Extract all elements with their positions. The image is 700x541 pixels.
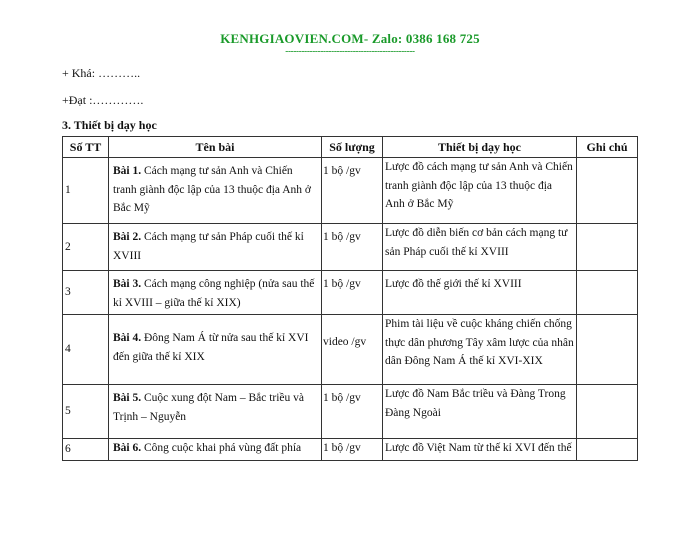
section-title: 3. Thiết bị dạy học — [62, 118, 157, 132]
lesson-title — [109, 271, 322, 315]
note — [577, 315, 638, 385]
site-header — [0, 31, 700, 47]
note — [577, 439, 638, 461]
table-row — [63, 315, 638, 385]
quantity: 1 bộ /gv — [322, 385, 383, 439]
row-number: 3 — [63, 271, 109, 315]
lesson-title — [109, 385, 322, 439]
header-underline — [0, 47, 700, 56]
col-header-equipment: Thiết bị dạy học — [383, 137, 577, 158]
lesson-label: Bài 2. — [113, 231, 142, 243]
site-header-text: KENHGIAOVIEN.COM- Zalo: 0386 168 725 — [220, 31, 480, 46]
equipment-table — [62, 136, 638, 461]
equipment-text: Lược đồ thế giới thế kỉ XVIII — [385, 278, 522, 290]
lesson-name: Đông Nam Á từ nửa sau thế kỉ XVI đến giữa thế kỉ XIX — [113, 332, 309, 363]
lesson-label: Bài 5. — [113, 392, 142, 404]
lesson-name: Cách mạng tư sản Pháp cuối thế kỉ XVIII — [113, 231, 304, 262]
lesson-name: Cách mạng tư sản Anh và Chiến tranh giành độc lập của 13 thuộc địa Anh ở Bắc Mỹ — [113, 165, 312, 214]
grade-dat: +Đạt :…………. — [62, 93, 144, 107]
lesson-title — [109, 158, 322, 224]
col-header-note: Ghi chú — [577, 137, 638, 158]
row-number: 4 — [63, 315, 109, 385]
lesson-title — [109, 439, 322, 461]
quantity — [322, 439, 383, 461]
row-number: 2 — [63, 224, 109, 271]
lesson-title — [109, 224, 322, 271]
quantity: 1 bộ /gv — [322, 271, 383, 315]
table-header-row — [63, 137, 638, 158]
lesson-label: Bài 1. — [113, 165, 142, 177]
equipment: Lược đồ cách mạng tư sản Anh và Chiến tranh giành độc lập của 13 thuộc địa Anh ở Bắc Mỹ — [383, 158, 577, 224]
quantity-text: video /gv — [323, 336, 367, 348]
lesson-label: Bài 3. — [113, 278, 142, 290]
equipment: Lược đồ diễn biến cơ bản cách mạng tư sản Pháp cuối thế kỉ XVIII — [383, 224, 577, 271]
equipment: Lược đồ Việt Nam từ thế kỉ XVI đến thế — [383, 439, 577, 461]
note — [577, 158, 638, 224]
quantity-text: 1 bộ /gv — [323, 442, 361, 454]
lesson-name: Cuộc xung đột Nam – Bắc triều và Trịnh – Nguyễn — [113, 392, 305, 423]
col-header-lesson: Tên bài — [109, 137, 322, 158]
header-underline-text: ------------------------------------------------ — [285, 47, 415, 56]
lesson-label: Bài 6. — [113, 442, 142, 454]
lesson-name: Cách mạng công nghiệp (nửa sau thế kỉ XVIII – giữa thế kỉ XIX) — [113, 278, 315, 309]
note — [577, 271, 638, 315]
row-number: 5 — [63, 385, 109, 439]
quantity: 1 bộ /gv — [322, 158, 383, 224]
grade-kha: + Khá: ……….. — [62, 66, 141, 80]
lesson-title — [109, 315, 322, 385]
table-row — [63, 271, 638, 315]
note — [577, 224, 638, 271]
col-header-no: Số TT — [63, 137, 109, 158]
equipment — [383, 271, 577, 315]
table-row — [63, 385, 638, 439]
row-number: 6 — [63, 439, 109, 461]
quantity: 1 bộ /gv — [322, 224, 383, 271]
table-row — [63, 224, 638, 271]
note — [577, 385, 638, 439]
equipment: Phim tài liệu về cuộc kháng chiến chống thực dân phương Tây xâm lược của nhân dân Đông Nam Á thế kỉ XVI-XIX — [383, 315, 577, 385]
lesson-label: Bài 4. — [113, 332, 142, 344]
col-header-qty: Số lượng — [322, 137, 383, 158]
equipment: Lược đồ Nam Bắc triều và Đàng Trong Đàng Ngoài — [383, 385, 577, 439]
row-number: 1 — [63, 158, 109, 224]
table-row — [63, 158, 638, 224]
quantity — [322, 315, 383, 385]
lesson-name: Công cuộc khai phá vùng đất phía — [141, 442, 302, 454]
table-row — [63, 439, 638, 461]
